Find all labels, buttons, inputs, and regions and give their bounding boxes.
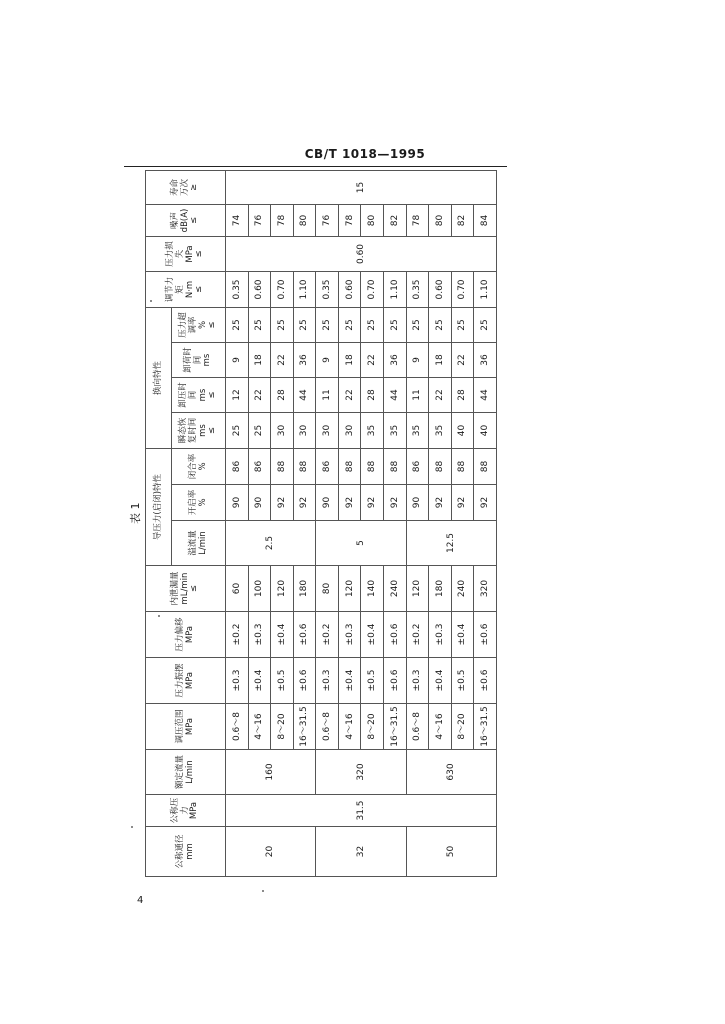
recover-time-cell: 18 xyxy=(429,343,452,378)
unload-time-cell: 11 xyxy=(316,378,339,413)
pressure-offset-cell: ±0.3 xyxy=(429,612,452,658)
column-header-unit: % xyxy=(197,498,208,507)
pressure-offset-cell: ±0.6 xyxy=(384,612,407,658)
column-header xyxy=(146,566,226,612)
column-header xyxy=(146,612,226,658)
unload-time-cell: 28 xyxy=(361,378,384,413)
torque-cell: 0.35 xyxy=(316,271,339,307)
column-header-unit: MPa xyxy=(184,245,195,263)
noise-cell: 80 xyxy=(429,204,452,236)
nominal-pressure-cell: 31.5 xyxy=(226,795,497,827)
transient-time-cell: 25 xyxy=(226,413,249,449)
column-header-name: 压力损失 xyxy=(164,241,185,267)
recover-time-cell: 22 xyxy=(361,343,384,378)
overflow-cell: 12.5 xyxy=(406,521,496,566)
table-caption: 表 1 xyxy=(129,502,142,524)
closing-rate-cell: 86 xyxy=(406,449,429,485)
column-header-name: 公称通径 xyxy=(174,834,185,869)
page-number: 4 xyxy=(137,895,144,906)
pressure-offset-cell: ±0.2 xyxy=(316,612,339,658)
scan-speckle xyxy=(262,890,264,892)
internal-leak-cell: 180 xyxy=(293,566,316,612)
pressure-offset-cell: ±0.4 xyxy=(451,612,474,658)
opening-rate-cell: 92 xyxy=(451,485,474,521)
internal-leak-cell: 240 xyxy=(451,566,474,612)
opening-rate-cell: 92 xyxy=(271,485,294,521)
column-header-unit: mL/min xyxy=(179,572,190,605)
opening-rate-cell: 90 xyxy=(316,485,339,521)
column-header xyxy=(146,750,226,795)
noise-cell: 82 xyxy=(451,204,474,236)
column-header-extra: ≤ xyxy=(189,216,200,225)
recover-time-cell: 36 xyxy=(293,343,316,378)
column-header xyxy=(172,485,226,521)
closing-rate-cell: 88 xyxy=(293,449,316,485)
pressure-swing-cell: ±0.5 xyxy=(271,658,294,704)
transient-time-cell: 30 xyxy=(316,413,339,449)
column-header-extra: ≤ xyxy=(189,584,200,593)
noise-cell: 78 xyxy=(406,204,429,236)
recover-time-cell: 9 xyxy=(316,343,339,378)
group-header-pilot: 导压力(启闭)特性 xyxy=(146,449,172,566)
column-header-extra: ≤ xyxy=(194,250,205,258)
pressure-range-cell: 16～31.5 xyxy=(384,704,407,750)
table-row xyxy=(316,170,339,876)
recover-time-cell: 22 xyxy=(451,343,474,378)
internal-leak-cell: 140 xyxy=(361,566,384,612)
standard-code-header: CB/T 1018—1995 xyxy=(304,147,426,161)
pressure-swing-cell: ±0.3 xyxy=(316,658,339,704)
noise-cell: 82 xyxy=(384,204,407,236)
overshoot-cell: 25 xyxy=(451,307,474,342)
table-row xyxy=(406,170,429,876)
noise-cell: 78 xyxy=(338,204,361,236)
internal-leak-cell: 180 xyxy=(429,566,452,612)
spec-table-rotated xyxy=(145,171,497,877)
pressure-swing-cell: ±0.6 xyxy=(293,658,316,704)
overshoot-cell: 25 xyxy=(474,307,497,342)
closing-rate-cell: 88 xyxy=(361,449,384,485)
pressure-range-cell: 4～16 xyxy=(248,704,271,750)
overshoot-cell: 25 xyxy=(271,307,294,342)
group-header-reversing: 换向特性 xyxy=(146,307,172,448)
overflow-cell: 2.5 xyxy=(226,521,316,566)
unload-time-cell: 22 xyxy=(248,378,271,413)
nominal-flow-cell: 320 xyxy=(316,750,406,795)
pressure-offset-cell: ±0.4 xyxy=(361,612,384,658)
column-header xyxy=(146,204,226,236)
column-header xyxy=(172,307,226,342)
column-header-name: 开启率 xyxy=(187,489,198,516)
nominal-diameter-cell: 50 xyxy=(406,827,496,877)
life-cell: 15 xyxy=(226,170,497,204)
torque-cell: 1.10 xyxy=(293,271,316,307)
scan-speckle xyxy=(150,300,152,302)
overshoot-cell: 25 xyxy=(406,307,429,342)
column-header-name: 闭合率 xyxy=(187,453,198,480)
closing-rate-cell: 88 xyxy=(271,449,294,485)
internal-leak-cell: 80 xyxy=(316,566,339,612)
closing-rate-cell: 88 xyxy=(338,449,361,485)
column-header xyxy=(172,378,226,413)
torque-cell: 0.35 xyxy=(226,271,249,307)
pressure-swing-cell: ±0.4 xyxy=(429,658,452,704)
unload-time-cell: 22 xyxy=(338,378,361,413)
noise-cell: 76 xyxy=(248,204,271,236)
column-header xyxy=(146,236,226,271)
pressure-offset-cell: ±0.2 xyxy=(226,612,249,658)
column-header-name: 压力偏移 xyxy=(174,617,185,652)
column-header-unit: N·m xyxy=(184,280,195,299)
opening-rate-cell: 92 xyxy=(474,485,497,521)
overshoot-cell: 25 xyxy=(248,307,271,342)
noise-cell: 78 xyxy=(271,204,294,236)
internal-leak-cell: 120 xyxy=(338,566,361,612)
column-header-unit: % xyxy=(197,320,208,330)
transient-time-cell: 35 xyxy=(384,413,407,449)
transient-time-cell: 40 xyxy=(474,413,497,449)
spec-table xyxy=(145,170,497,877)
opening-rate-cell: 92 xyxy=(361,485,384,521)
nominal-diameter-cell: 32 xyxy=(316,827,406,877)
scan-speckle xyxy=(158,615,160,617)
noise-cell: 80 xyxy=(293,204,316,236)
noise-cell: 76 xyxy=(316,204,339,236)
opening-rate-cell: 92 xyxy=(384,485,407,521)
pressure-swing-cell: ±0.5 xyxy=(361,658,384,704)
column-header xyxy=(146,704,226,750)
pressure-swing-cell: ±0.4 xyxy=(338,658,361,704)
transient-time-cell: 30 xyxy=(338,413,361,449)
column-header-name: 公称压力 xyxy=(169,797,190,824)
overshoot-cell: 25 xyxy=(316,307,339,342)
pressure-range-cell: 8～20 xyxy=(451,704,474,750)
transient-time-cell: 35 xyxy=(429,413,452,449)
column-header-name: 调节力矩 xyxy=(164,276,185,303)
column-header-name: 噪声 xyxy=(169,211,180,229)
closing-rate-cell: 88 xyxy=(474,449,497,485)
closing-rate-cell: 88 xyxy=(451,449,474,485)
closing-rate-cell: 86 xyxy=(226,449,249,485)
transient-time-cell: 30 xyxy=(271,413,294,449)
column-header-extra: ≤ xyxy=(207,426,218,435)
pressure-range-cell: 0.6～8 xyxy=(406,704,429,750)
column-header xyxy=(172,521,226,566)
recover-time-cell: 36 xyxy=(474,343,497,378)
unload-time-cell: 11 xyxy=(406,378,429,413)
pressure-swing-cell: ±0.3 xyxy=(406,658,429,704)
column-header-name: 内泄漏量 xyxy=(169,571,180,606)
torque-cell: 1.10 xyxy=(474,271,497,307)
table-row xyxy=(226,170,249,876)
opening-rate-cell: 90 xyxy=(406,485,429,521)
unload-time-cell: 44 xyxy=(384,378,407,413)
pressure-swing-cell: ±0.4 xyxy=(248,658,271,704)
overshoot-cell: 25 xyxy=(384,307,407,342)
pressure-range-cell: 4～16 xyxy=(429,704,452,750)
noise-cell: 84 xyxy=(474,204,497,236)
internal-leak-cell: 240 xyxy=(384,566,407,612)
torque-cell: 0.60 xyxy=(429,271,452,307)
closing-rate-cell: 86 xyxy=(248,449,271,485)
column-header-unit: % xyxy=(197,462,208,471)
column-header-extra: ≥ xyxy=(189,183,200,192)
closing-rate-cell: 86 xyxy=(316,449,339,485)
column-header-name: 压力振摆 xyxy=(174,663,185,698)
pressure-swing-cell: ±0.6 xyxy=(474,658,497,704)
column-header-unit: L/min xyxy=(184,760,195,784)
opening-rate-cell: 90 xyxy=(248,485,271,521)
pressure-offset-cell: ±0.3 xyxy=(248,612,271,658)
transient-time-cell: 35 xyxy=(361,413,384,449)
pressure-range-cell: 0.6～8 xyxy=(316,704,339,750)
unload-time-cell: 22 xyxy=(429,378,452,413)
overshoot-cell: 25 xyxy=(293,307,316,342)
overshoot-cell: 25 xyxy=(361,307,384,342)
column-header-unit: 万次 xyxy=(179,178,190,196)
overshoot-cell: 25 xyxy=(226,307,249,342)
column-header-name: 调压范围 xyxy=(174,709,185,744)
pressure-range-cell: 16～31.5 xyxy=(474,704,497,750)
torque-cell: 0.60 xyxy=(338,271,361,307)
column-header xyxy=(146,795,226,827)
torque-cell: 0.70 xyxy=(451,271,474,307)
unload-time-cell: 28 xyxy=(271,378,294,413)
nominal-flow-cell: 160 xyxy=(226,750,316,795)
closing-rate-cell: 88 xyxy=(384,449,407,485)
column-header-unit: MPa xyxy=(189,801,200,820)
pressure-offset-cell: ±0.4 xyxy=(271,612,294,658)
column-header xyxy=(172,343,226,378)
column-header-unit: ms xyxy=(197,388,208,402)
recover-time-cell: 9 xyxy=(406,343,429,378)
column-header-name: 压力超调率 xyxy=(177,312,198,338)
pressure-swing-cell: ±0.5 xyxy=(451,658,474,704)
overflow-cell: 5 xyxy=(316,521,406,566)
overshoot-cell: 25 xyxy=(429,307,452,342)
unload-time-cell: 12 xyxy=(226,378,249,413)
header-rule xyxy=(124,166,507,167)
column-header-name: 瞬态恢复时间 xyxy=(177,417,198,444)
opening-rate-cell: 92 xyxy=(293,485,316,521)
torque-cell: 0.60 xyxy=(248,271,271,307)
internal-leak-cell: 100 xyxy=(248,566,271,612)
column-header-unit: ms xyxy=(197,424,208,437)
column-header-name: 额定流量 xyxy=(174,755,185,790)
opening-rate-cell: 92 xyxy=(338,485,361,521)
recover-time-cell: 18 xyxy=(248,343,271,378)
unload-time-cell: 44 xyxy=(474,378,497,413)
internal-leak-cell: 120 xyxy=(271,566,294,612)
pressure-offset-cell: ±0.2 xyxy=(406,612,429,658)
column-header-unit: dB(A) xyxy=(179,208,190,233)
pressure-range-cell: 8～20 xyxy=(271,704,294,750)
recover-time-cell: 36 xyxy=(384,343,407,378)
torque-cell: 0.35 xyxy=(406,271,429,307)
column-header xyxy=(172,413,226,449)
transient-time-cell: 35 xyxy=(406,413,429,449)
pressure-range-cell: 16～31.5 xyxy=(293,704,316,750)
noise-cell: 80 xyxy=(361,204,384,236)
column-header xyxy=(146,170,226,204)
column-header xyxy=(146,271,226,307)
recover-time-cell: 9 xyxy=(226,343,249,378)
column-header xyxy=(146,658,226,704)
column-header-extra: ≤ xyxy=(207,391,218,399)
transient-time-cell: 25 xyxy=(248,413,271,449)
pressure-swing-cell: ±0.3 xyxy=(226,658,249,704)
nominal-flow-cell: 630 xyxy=(406,750,496,795)
noise-cell: 74 xyxy=(226,204,249,236)
scan-speckle xyxy=(131,826,133,828)
pressure-loss-cell: 0.60 xyxy=(226,236,497,271)
column-header-name: 卸荷时间 xyxy=(182,347,203,373)
column-header-unit: MPa xyxy=(184,717,195,736)
column-header xyxy=(172,449,226,485)
pressure-range-cell: 8～20 xyxy=(361,704,384,750)
pressure-offset-cell: ±0.6 xyxy=(474,612,497,658)
unload-time-cell: 28 xyxy=(451,378,474,413)
unload-time-cell: 44 xyxy=(293,378,316,413)
column-header-name: 卸压时间 xyxy=(177,382,198,408)
overshoot-cell: 25 xyxy=(338,307,361,342)
torque-cell: 1.10 xyxy=(384,271,407,307)
table-body xyxy=(226,170,497,876)
recover-time-cell: 18 xyxy=(338,343,361,378)
column-header-extra: ≤ xyxy=(207,321,218,329)
table-head xyxy=(146,170,226,876)
pressure-swing-cell: ±0.6 xyxy=(384,658,407,704)
nominal-diameter-cell: 20 xyxy=(226,827,316,877)
torque-cell: 0.70 xyxy=(361,271,384,307)
internal-leak-cell: 60 xyxy=(226,566,249,612)
column-header-name: 寿命 xyxy=(169,178,180,196)
opening-rate-cell: 92 xyxy=(429,485,452,521)
recover-time-cell: 22 xyxy=(271,343,294,378)
closing-rate-cell: 88 xyxy=(429,449,452,485)
pressure-offset-cell: ±0.3 xyxy=(338,612,361,658)
pressure-range-cell: 4～16 xyxy=(338,704,361,750)
transient-time-cell: 30 xyxy=(293,413,316,449)
pressure-range-cell: 0.6～8 xyxy=(226,704,249,750)
column-header-unit: ms xyxy=(202,353,213,367)
column-header-unit: mm xyxy=(184,843,195,860)
column-header-extra: ≤ xyxy=(194,285,205,294)
column-header xyxy=(146,827,226,877)
torque-cell: 0.70 xyxy=(271,271,294,307)
column-header-unit: L/min xyxy=(197,531,208,555)
internal-leak-cell: 320 xyxy=(474,566,497,612)
column-header-unit: MPa xyxy=(184,671,195,690)
internal-leak-cell: 120 xyxy=(406,566,429,612)
column-header-unit: MPa xyxy=(184,625,195,644)
opening-rate-cell: 90 xyxy=(226,485,249,521)
pressure-offset-cell: ±0.6 xyxy=(293,612,316,658)
transient-time-cell: 40 xyxy=(451,413,474,449)
column-header-name: 溢流量 xyxy=(187,530,198,556)
